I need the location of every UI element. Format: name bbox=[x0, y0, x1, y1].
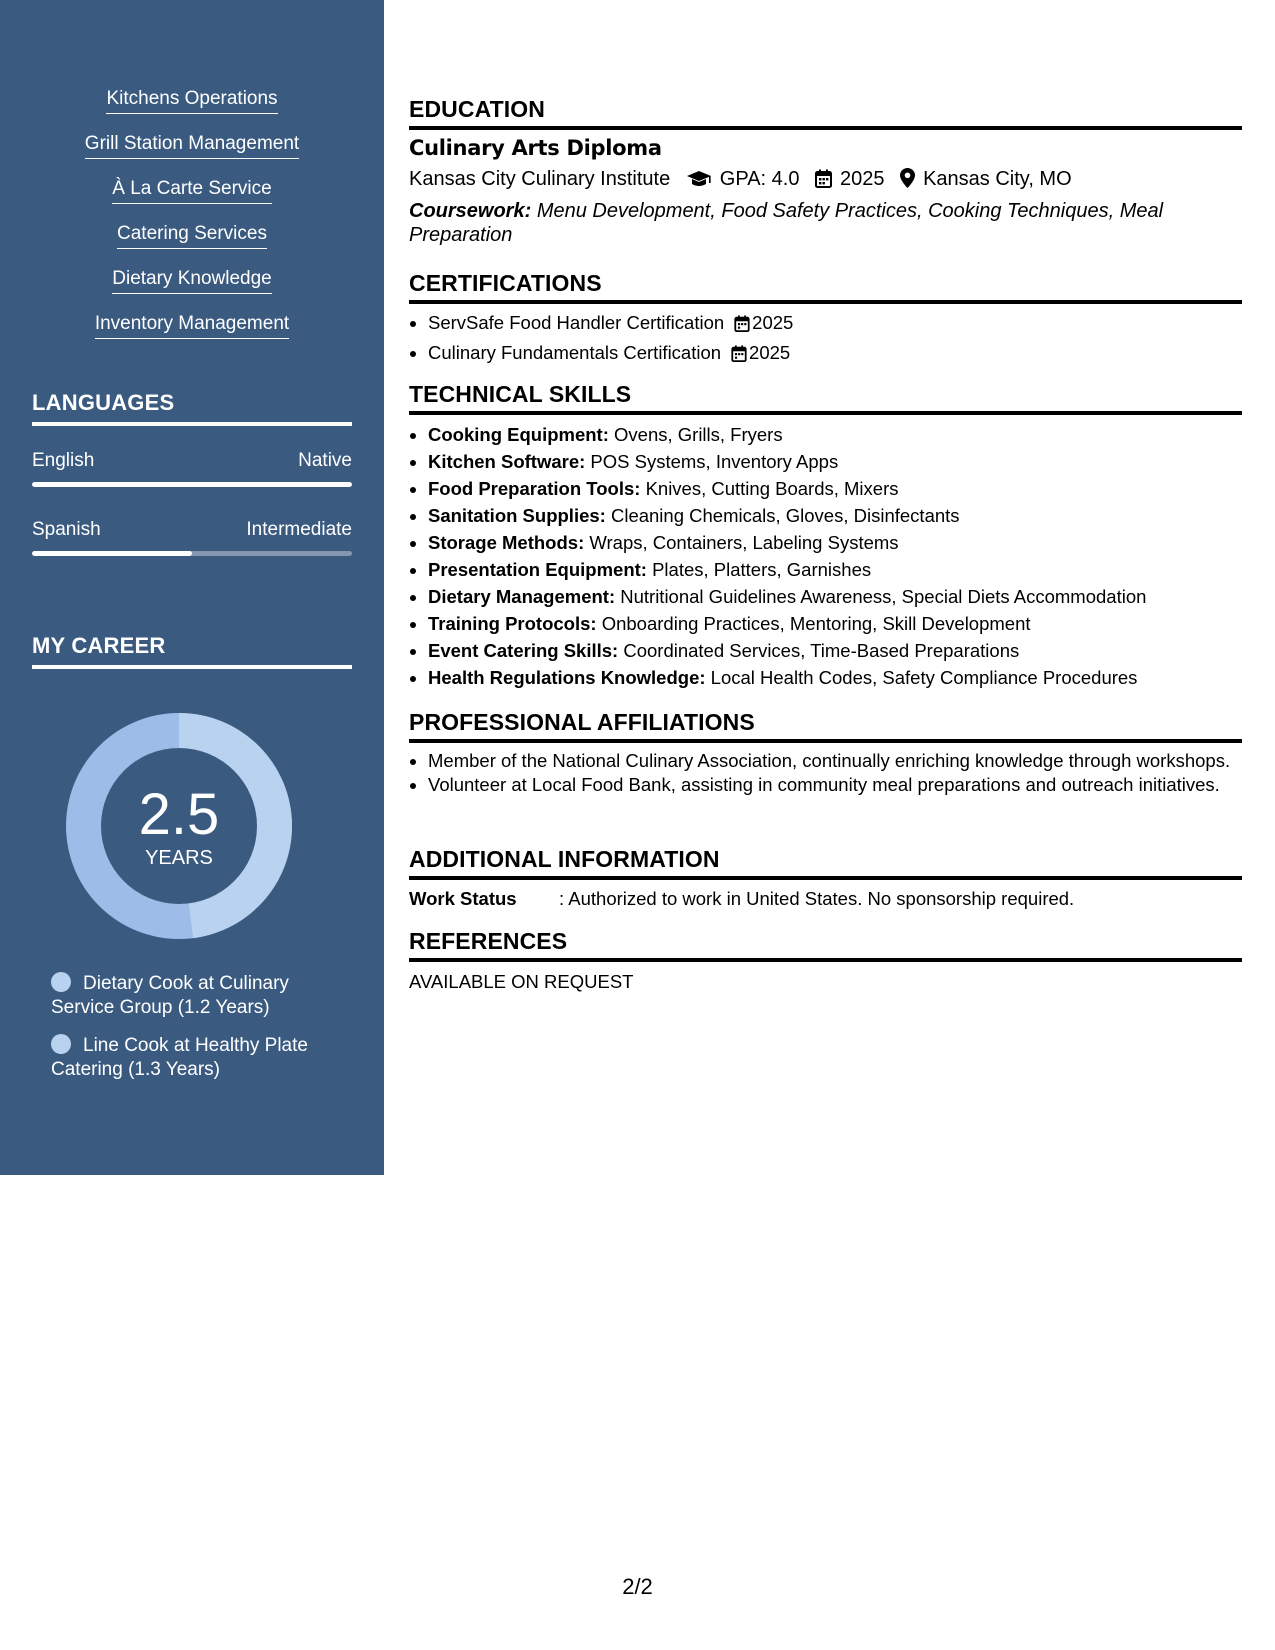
skill-label: Cooking Equipment: bbox=[428, 424, 609, 445]
skills-list bbox=[0, 86, 384, 356]
map-pin-icon bbox=[900, 168, 915, 194]
list-item bbox=[428, 309, 793, 339]
skill-value: Nutritional Guidelines Awareness, Special Diets Accommodation bbox=[620, 586, 1147, 607]
language-row bbox=[32, 450, 352, 472]
skill-label: Health Regulations Knowledge: bbox=[428, 667, 706, 688]
calendar-icon bbox=[731, 342, 747, 369]
certification-name: ServSafe Food Handler Certification bbox=[428, 312, 725, 333]
career-item bbox=[51, 972, 321, 1020]
affiliations-heading: PROFESSIONAL AFFILIATIONS bbox=[409, 709, 1242, 743]
list-item: • Volunteer at Local Food Bank, assisting in community meal preparations and outreach initiatives. bbox=[428, 773, 1248, 797]
skill-value: Knives, Cutting Boards, Mixers bbox=[645, 478, 899, 499]
language-name: Spanish bbox=[32, 519, 101, 540]
work-status-label: Work Status bbox=[409, 888, 517, 909]
career-years-number: 2.5 bbox=[138, 782, 220, 847]
language-proficiency-fill bbox=[32, 551, 192, 556]
language-level: Intermediate bbox=[246, 519, 352, 540]
career-heading: MY CAREER bbox=[32, 633, 352, 669]
language-proficiency-bar bbox=[32, 551, 352, 556]
work-status-row bbox=[409, 888, 1074, 910]
list-item bbox=[428, 448, 1146, 475]
education-heading: EDUCATION bbox=[409, 96, 1242, 130]
list-item bbox=[428, 421, 1146, 448]
skill-label: Storage Methods: bbox=[428, 532, 585, 553]
certifications-heading: CERTIFICATIONS bbox=[409, 270, 1242, 304]
skill-label: Event Catering Skills: bbox=[428, 640, 619, 661]
coursework bbox=[409, 199, 1189, 247]
certification-year: 2025 bbox=[749, 342, 791, 363]
list-item: • Member of the National Culinary Association, continually enriching knowledge through workshops. bbox=[428, 749, 1248, 773]
skill-value: Coordinated Services, Time-Based Preparations bbox=[623, 640, 1020, 661]
gpa: GPA: 4.0 bbox=[719, 168, 800, 190]
sidebar bbox=[0, 0, 384, 1175]
language-row bbox=[32, 519, 352, 541]
skill-value: Cleaning Chemicals, Gloves, Disinfectants bbox=[610, 505, 960, 526]
references-heading: REFERENCES bbox=[409, 928, 1242, 962]
graduation-year: 2025 bbox=[840, 168, 885, 190]
degree-title: Culinary Arts Diploma bbox=[409, 136, 662, 160]
language-proficiency-bar bbox=[32, 482, 352, 487]
skill-value: POS Systems, Inventory Apps bbox=[590, 451, 839, 472]
languages-heading: LANGUAGES bbox=[32, 390, 352, 426]
calendar-icon bbox=[815, 169, 832, 194]
calendar-icon bbox=[734, 312, 750, 339]
work-status-value: : Authorized to work in United States. No sponsorship required. bbox=[559, 888, 1075, 909]
skill-value: Ovens, Grills, Fryers bbox=[614, 424, 783, 445]
language-proficiency-fill bbox=[32, 482, 352, 487]
list-item bbox=[428, 529, 1146, 556]
additional-info-heading: ADDITIONAL INFORMATION bbox=[409, 846, 1242, 880]
skill-tag: Kitchens Operations bbox=[106, 86, 277, 114]
skill-tag: Catering Services bbox=[117, 221, 267, 249]
list-item bbox=[428, 475, 1146, 502]
list-item bbox=[428, 339, 793, 369]
school-location: Kansas City, MO bbox=[923, 168, 1072, 190]
skill-tag: Dietary Knowledge bbox=[112, 266, 271, 294]
certification-name: Culinary Fundamentals Certification bbox=[428, 342, 722, 363]
list-item bbox=[428, 502, 1146, 529]
skill-label: Presentation Equipment: bbox=[428, 559, 647, 580]
skill-label: Dietary Management: bbox=[428, 586, 616, 607]
skill-value: Onboarding Practices, Mentoring, Skill Development bbox=[601, 613, 1031, 634]
list-item bbox=[428, 556, 1146, 583]
skill-tag: À La Carte Service bbox=[112, 176, 271, 204]
affiliations-list bbox=[409, 749, 1248, 797]
skill-label: Kitchen Software: bbox=[428, 451, 586, 472]
skill-label: Food Preparation Tools: bbox=[428, 478, 641, 499]
school-name: Kansas City Culinary Institute bbox=[409, 168, 671, 190]
certification-year: 2025 bbox=[752, 312, 794, 333]
coursework-text: Menu Development, Food Safety Practices, Cooking Techniques, Meal Preparation bbox=[409, 200, 1164, 246]
list-item bbox=[428, 637, 1146, 664]
references-text: AVAILABLE ON REQUEST bbox=[409, 971, 634, 992]
graduation-cap-icon bbox=[686, 170, 712, 194]
skill-value: Wraps, Containers, Labeling Systems bbox=[589, 532, 899, 553]
list-item bbox=[428, 583, 1146, 610]
skill-value: Local Health Codes, Safety Compliance Procedures bbox=[710, 667, 1138, 688]
technical-skills-heading: TECHNICAL SKILLS bbox=[409, 381, 1242, 415]
career-item-label: Dietary Cook at Culinary Service Group (1.2 Years) bbox=[51, 973, 289, 1018]
career-item-label: Line Cook at Healthy Plate Catering (1.3 Years) bbox=[51, 1035, 308, 1080]
skill-label: Training Protocols: bbox=[428, 613, 597, 634]
page-number: 2/2 bbox=[622, 1574, 653, 1599]
list-item bbox=[428, 664, 1146, 691]
education-details bbox=[409, 168, 1072, 194]
skill-tag: Grill Station Management bbox=[85, 131, 299, 159]
certifications-list bbox=[409, 309, 793, 369]
skill-tag: Inventory Management bbox=[95, 311, 289, 339]
career-item bbox=[51, 1034, 321, 1082]
skill-label: Sanitation Supplies: bbox=[428, 505, 606, 526]
career-dot-icon bbox=[51, 972, 71, 992]
language-level: Native bbox=[298, 450, 352, 471]
career-years-unit: YEARS bbox=[145, 847, 213, 869]
skill-value: Plates, Platters, Garnishes bbox=[652, 559, 872, 580]
language-name: English bbox=[32, 450, 95, 471]
coursework-label: Coursework: bbox=[409, 200, 532, 222]
technical-skills-list bbox=[409, 421, 1146, 691]
list-item bbox=[428, 610, 1146, 637]
career-total bbox=[66, 713, 292, 939]
career-dot-icon bbox=[51, 1034, 71, 1054]
